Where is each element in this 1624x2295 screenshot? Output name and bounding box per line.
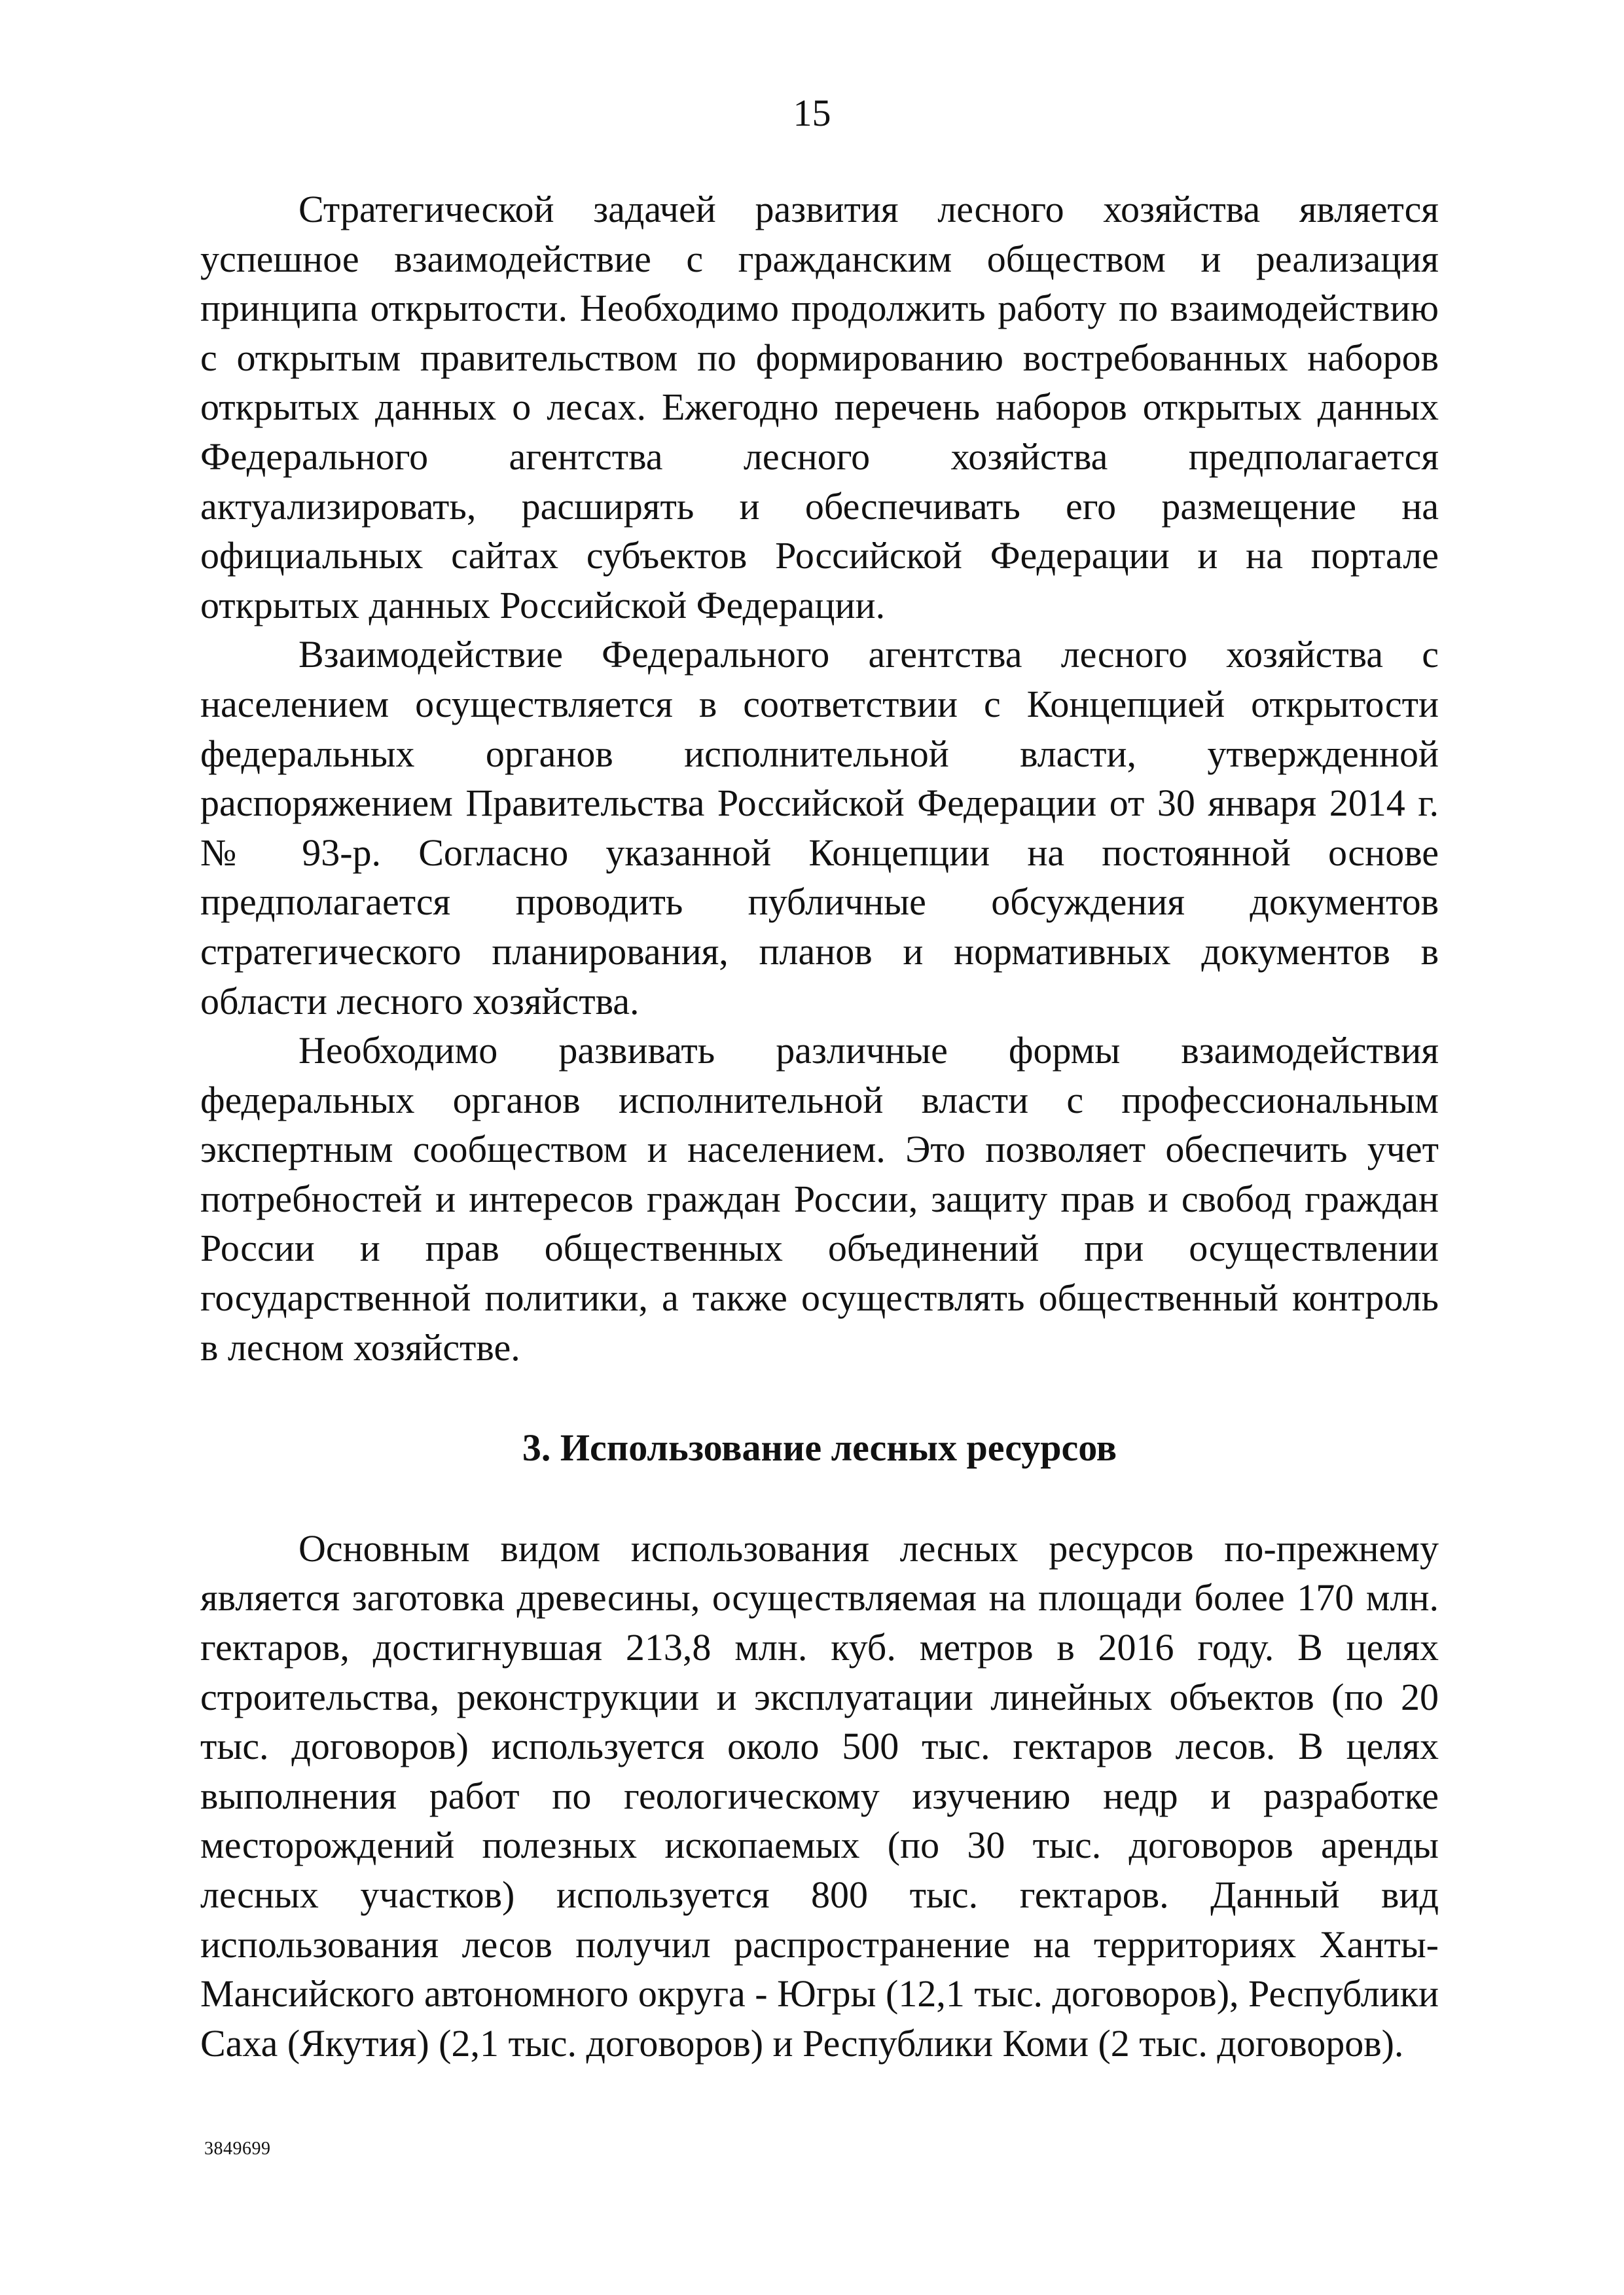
document-body bbox=[200, 185, 1439, 2068]
paragraph-openness-concept: Взаимодействие Федерального агентства лесного хозяйства с населением осуществляется в соответствии с Концепцией открытости федеральных органов исполнительной власти, утвержденной распоряжением Правительства Российской Федерации от 30 января 2014 г. № 93-р. Согласно указанной Концепции на постоянной основе предполагается проводить публичные обсуждения документов стратегического планирования, планов и нормативных документов в области лесного хозяйства. bbox=[200, 633, 1439, 1022]
section-heading: 3. Использование лесных ресурсов bbox=[522, 1426, 1117, 1470]
paragraph-interaction-forms: Необходимо развивать различные формы взаимодействия федеральных органов исполнительной власти с профессиональным экспертным сообществом и населением. Это позволяет обеспечить учет потребностей и интересов граждан России, защиту прав и свобод граждан России и прав общественных объединений при осуществлении государственной политики, а также осуществлять общественный контроль в лесном хозяйстве. bbox=[200, 1029, 1439, 1369]
document-code: 3849699 bbox=[204, 2139, 271, 2159]
paragraph-open-data: Стратегической задачей развития лесного хозяйства является успешное взаимодействие с гражданским обществом и реализация принципа открытости. Необходимо продолжить работу по взаимодействию с открытым правительством по формированию востребованных наборов открытых данных о лесах. Ежегодно перечень наборов открытых данных Федерального агентства лесного хозяйства предполагается актуализировать, расширять и обеспечивать его размещение на официальных сайтах субъектов Российской Федерации и на портале открытых данных Российской Федерации. bbox=[200, 188, 1439, 626]
page-number: 15 bbox=[793, 92, 831, 134]
paragraph-forest-resources-use: Основным видом использования лесных ресурсов по-прежнему является заготовка древесины, осуществляемая на площади более 170 млн. гектаров, достигнувшая 213,8 млн. куб. метров в 2016 году. В целях строительства, реконструкции и эксплуатации линейных объектов (по 20 тыс. договоров) используется около 500 тыс. гектаров лесов. В целях выполнения работ по геологическому изучению недр и разработке месторождений полезных ископаемых (по 30 тыс. договоров аренды лесных участков) используется 800 тыс. гектаров. Данный вид использования лесов получил распространение на территориях Ханты-Мансийского автономного округа - Югры (12,1 тыс. договоров), Республики Саха (Якутия) (2,1 тыс. договоров) и Республики Коми (2 тыс. договоров). bbox=[200, 1527, 1439, 2065]
